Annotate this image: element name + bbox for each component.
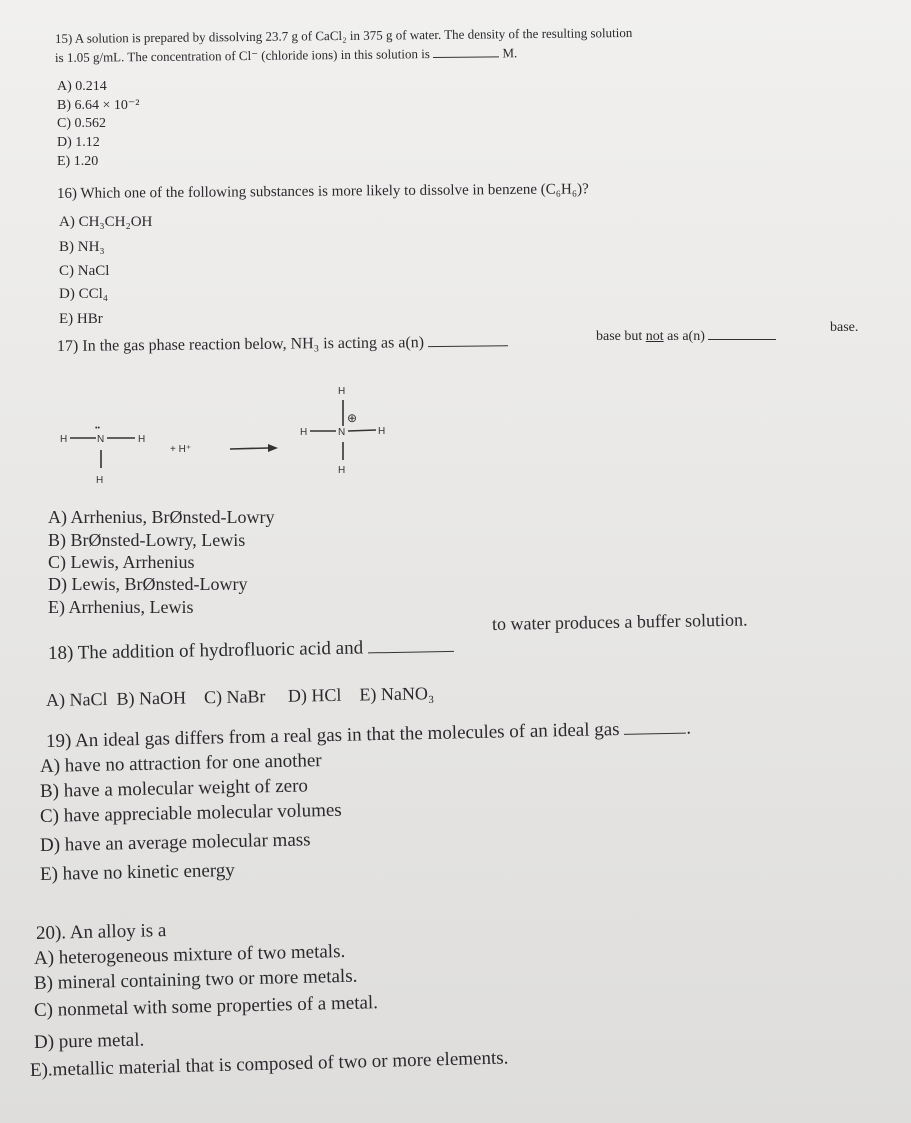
- q20-option-e: E).metallic material that is composed of two or more elements.: [29, 1047, 509, 1081]
- product-h-left: H: [300, 427, 308, 438]
- q15-stem-line1: 15) A solution is prepared by dissolving 23.7 g of CaCl₂ in 375 g of water. The density of the resulting solution: [54, 24, 633, 46]
- q17-option-e: E) Arrhenius, Lewis: [48, 597, 194, 617]
- q16-stem: 16) Which one of the following substances is more likely to dissolve in benzene (C₆H₆)?: [56, 181, 589, 202]
- q18-stem-a: [48, 636, 454, 665]
- q20-option-c: C) nonmetal with some properties of a metal.: [33, 992, 379, 1021]
- q16-option-b: B) NH₃: [59, 239, 105, 255]
- q15-option-a: A) 0.214: [57, 79, 107, 94]
- q18-option-a: A) NaCl: [45, 688, 108, 710]
- q16-option-c: C) NaCl: [59, 263, 110, 279]
- q18-option-e: E) NaNO₃: [359, 683, 435, 705]
- reaction-arrow-head: [268, 444, 278, 452]
- reactant-h-bottom: H: [96, 475, 104, 486]
- q17-blank-1: [428, 345, 508, 347]
- q19-option-d: D) have an average molecular mass: [39, 829, 311, 856]
- q15-unit: M.: [502, 45, 518, 61]
- q17-option-b: B) BrØnsted-Lowry, Lewis: [48, 530, 246, 550]
- product-h-bottom: H: [338, 465, 346, 476]
- reaction-arrow-line: [230, 448, 268, 449]
- q16-option-e: E) HBr: [59, 311, 103, 327]
- q16-option-a: A) CH₃CH₂OH: [59, 214, 153, 230]
- product-n: N: [338, 427, 346, 438]
- q15-option-d: D) 1.12: [57, 135, 100, 150]
- q17-option-c: C) Lewis, Arrhenius: [48, 552, 195, 572]
- q15-option-e: E) 1.20: [57, 154, 99, 169]
- q18-options: [46, 683, 435, 711]
- q18-stem-b: to water produces a buffer solution.: [491, 609, 748, 634]
- q17-reaction-diagram: [40, 380, 420, 490]
- q15-option-c: C) 0.562: [57, 116, 106, 131]
- reactant-h-right: H: [138, 434, 146, 445]
- q19-option-c: C) have appreciable molecular volumes: [39, 799, 342, 827]
- q17-mid: [596, 329, 776, 345]
- q17-not: not: [645, 329, 664, 344]
- q15-stem-text: is 1.05 g/mL. The concentration of Cl⁻ (chloride ions) in this solution is: [54, 46, 430, 65]
- product-h-top: H: [338, 386, 346, 397]
- q19-end: .: [686, 717, 692, 739]
- reactant-h-left: H: [60, 434, 68, 445]
- q18-stem-text: 18) The addition of hydrofluoric acid and: [47, 637, 364, 664]
- q17-stem: [57, 333, 508, 356]
- q20-stem: 20). An alloy is a: [35, 920, 167, 944]
- q17-option-d: D) Lewis, BrØnsted-Lowry: [48, 574, 248, 594]
- q19-stem: [46, 717, 692, 753]
- q17-mid-text-a: base but: [596, 329, 646, 344]
- q17-mid-text-b: as a(n): [663, 329, 705, 344]
- q16-option-d: D) CCl₄: [59, 286, 108, 302]
- q19-option-b: B) have a molecular weight of zero: [39, 775, 309, 802]
- product-charge: ⊕: [347, 411, 358, 425]
- q17-option-a: A) Arrhenius, BrØnsted-Lowry: [48, 507, 275, 527]
- q20-option-d: D) pure metal.: [33, 1029, 145, 1053]
- q20-option-b: B) mineral containing two or more metals.: [33, 965, 358, 994]
- q18-option-c: C) NaBr: [203, 686, 266, 708]
- q19-stem-text: 19) An ideal gas differs from a real gas in that the molecules of an ideal gas: [45, 718, 620, 752]
- reactant-lone-pair: ••: [95, 425, 100, 432]
- q18-option-d: D) HCl: [287, 684, 342, 706]
- q19-option-a: A) have no attraction for one another: [39, 750, 322, 777]
- q15-option-b: B) 6.64 × 10⁻²: [57, 98, 140, 113]
- q15-answer-blank: [433, 56, 499, 58]
- q20-option-a: A) heterogeneous mixture of two metals.: [33, 940, 346, 969]
- q17-end: base.: [830, 320, 859, 335]
- q18-blank: [368, 651, 454, 654]
- plus-proton: + H⁺: [170, 444, 192, 455]
- q15-stem-line2: [55, 45, 517, 66]
- q18-option-b: B) NaOH: [116, 687, 187, 709]
- q17-blank-2: [708, 339, 776, 340]
- q17-stem-text: 17) In the gas phase reaction below, NH₃ is acting as a(n): [56, 334, 425, 355]
- product-h-right: H: [378, 426, 386, 437]
- q19-option-e: E) have no kinetic energy: [39, 859, 236, 885]
- reactant-n: N: [97, 434, 105, 445]
- product-bond-right: [348, 430, 376, 431]
- q19-blank: [624, 733, 686, 735]
